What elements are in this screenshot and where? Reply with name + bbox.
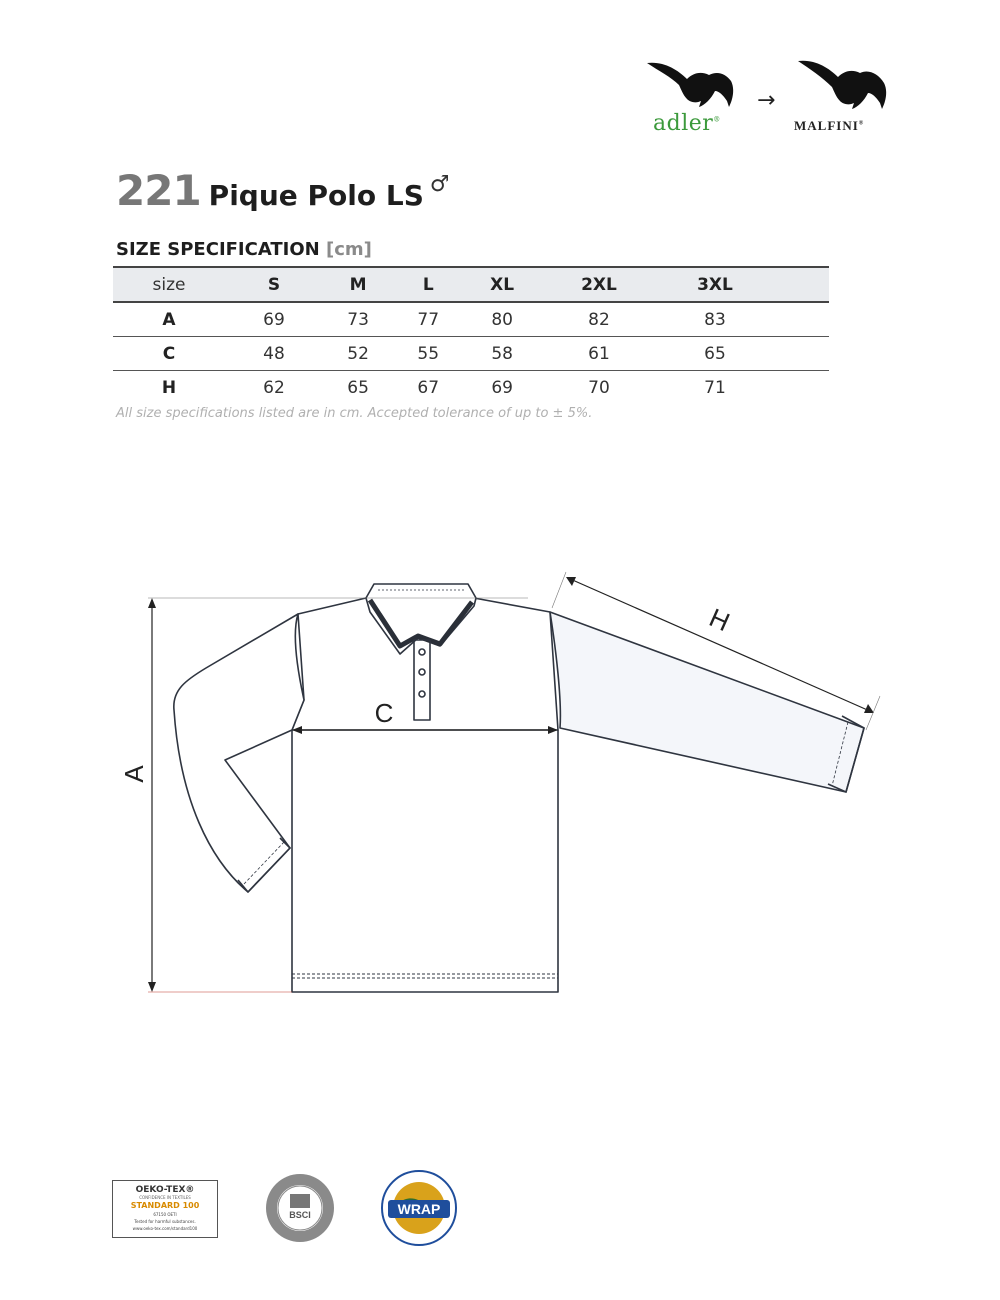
- eagle-icon: [643, 55, 743, 115]
- table-cell: 69: [263, 309, 285, 330]
- brand-arrow: →: [757, 88, 776, 113]
- label-h: H: [704, 602, 735, 638]
- product-title: [116, 166, 450, 215]
- oeko-small-2: www.oeko-tex.com/standard100: [132, 1226, 198, 1231]
- header-s: S: [267, 274, 281, 295]
- table-cell: 65: [347, 377, 369, 398]
- header-l: L: [422, 274, 434, 295]
- malfini-logo: [792, 55, 897, 135]
- table-cell: 61: [588, 343, 610, 364]
- eagle-icon: [792, 55, 892, 115]
- wrap-badge: [378, 1168, 460, 1248]
- table-cell: 83: [704, 309, 726, 330]
- table-cell: 55: [417, 343, 440, 364]
- male-icon: ♂: [429, 172, 450, 197]
- table-cell-spacer: [773, 371, 829, 405]
- row-label: H: [161, 377, 177, 398]
- size-spec-heading: [116, 239, 372, 260]
- label-c: C: [374, 698, 394, 728]
- tolerance-note: All size specifications listed are in cm. Accepted tolerance of up to ± 5%.: [116, 406, 593, 421]
- table-cell: 80: [491, 309, 513, 330]
- header-m: M: [349, 274, 367, 295]
- oeko-sub: CONFIDENCE IN TEXTILES: [139, 1195, 191, 1200]
- product-name: Pique Polo LS: [208, 179, 424, 212]
- product-code: 221: [116, 166, 201, 215]
- bsci-logo: [264, 1172, 336, 1244]
- header-spacer: [773, 267, 829, 302]
- size-spec-title: SIZE SPECIFICATION: [116, 239, 320, 260]
- malfini-wordmark: MALFINI®: [794, 118, 865, 133]
- header-xl: XL: [490, 274, 515, 295]
- oeko-tex-badge: [112, 1180, 218, 1238]
- size-spec-unit: [cm]: [326, 239, 372, 260]
- bsci-center-text: BSCI: [289, 1210, 311, 1220]
- table-row: [113, 371, 829, 405]
- polo-outline: [174, 584, 864, 992]
- header-2xl: 2XL: [581, 274, 617, 295]
- polo-body: [292, 730, 558, 992]
- size-table: [113, 266, 829, 404]
- table-cell: 48: [263, 343, 285, 364]
- oeko-small-1: Tested for harmful substances.: [134, 1219, 196, 1224]
- table-row: [113, 337, 829, 371]
- bsci-badge: [264, 1172, 336, 1244]
- bsci-globe-icon: [290, 1194, 310, 1208]
- table-cell: 69: [491, 377, 513, 398]
- header-size: size: [152, 274, 186, 295]
- oeko-standard: STANDARD 100: [130, 1201, 200, 1210]
- row-label: A: [162, 309, 176, 330]
- left-sleeve: [174, 614, 304, 892]
- table-cell-spacer: [773, 337, 829, 371]
- table-cell: 71: [704, 377, 726, 398]
- adler-logo: [643, 55, 743, 135]
- table-row: [113, 302, 829, 337]
- table-cell: 62: [263, 377, 285, 398]
- garment-diagram: [0, 540, 1000, 1020]
- header-3xl: 3XL: [697, 274, 733, 295]
- table-cell: 77: [417, 309, 440, 330]
- table-cell-spacer: [773, 302, 829, 337]
- wrap-logo: [378, 1168, 460, 1248]
- label-a: A: [119, 765, 149, 783]
- oeko-code: 67150 OETI: [153, 1212, 177, 1217]
- table-cell: 82: [588, 309, 610, 330]
- table-header-row: [113, 267, 829, 302]
- table-cell: 52: [347, 343, 369, 364]
- wrap-center-text: WRAP: [397, 1201, 441, 1217]
- row-label: C: [162, 343, 176, 364]
- table-cell: 70: [588, 377, 610, 398]
- adler-wordmark: adler®: [653, 111, 721, 136]
- table-cell: 65: [704, 343, 726, 364]
- table-cell: 67: [417, 377, 440, 398]
- table-cell: 58: [491, 343, 513, 364]
- oeko-title: OEKO-TEX®: [135, 1185, 195, 1195]
- table-cell: 73: [347, 309, 369, 330]
